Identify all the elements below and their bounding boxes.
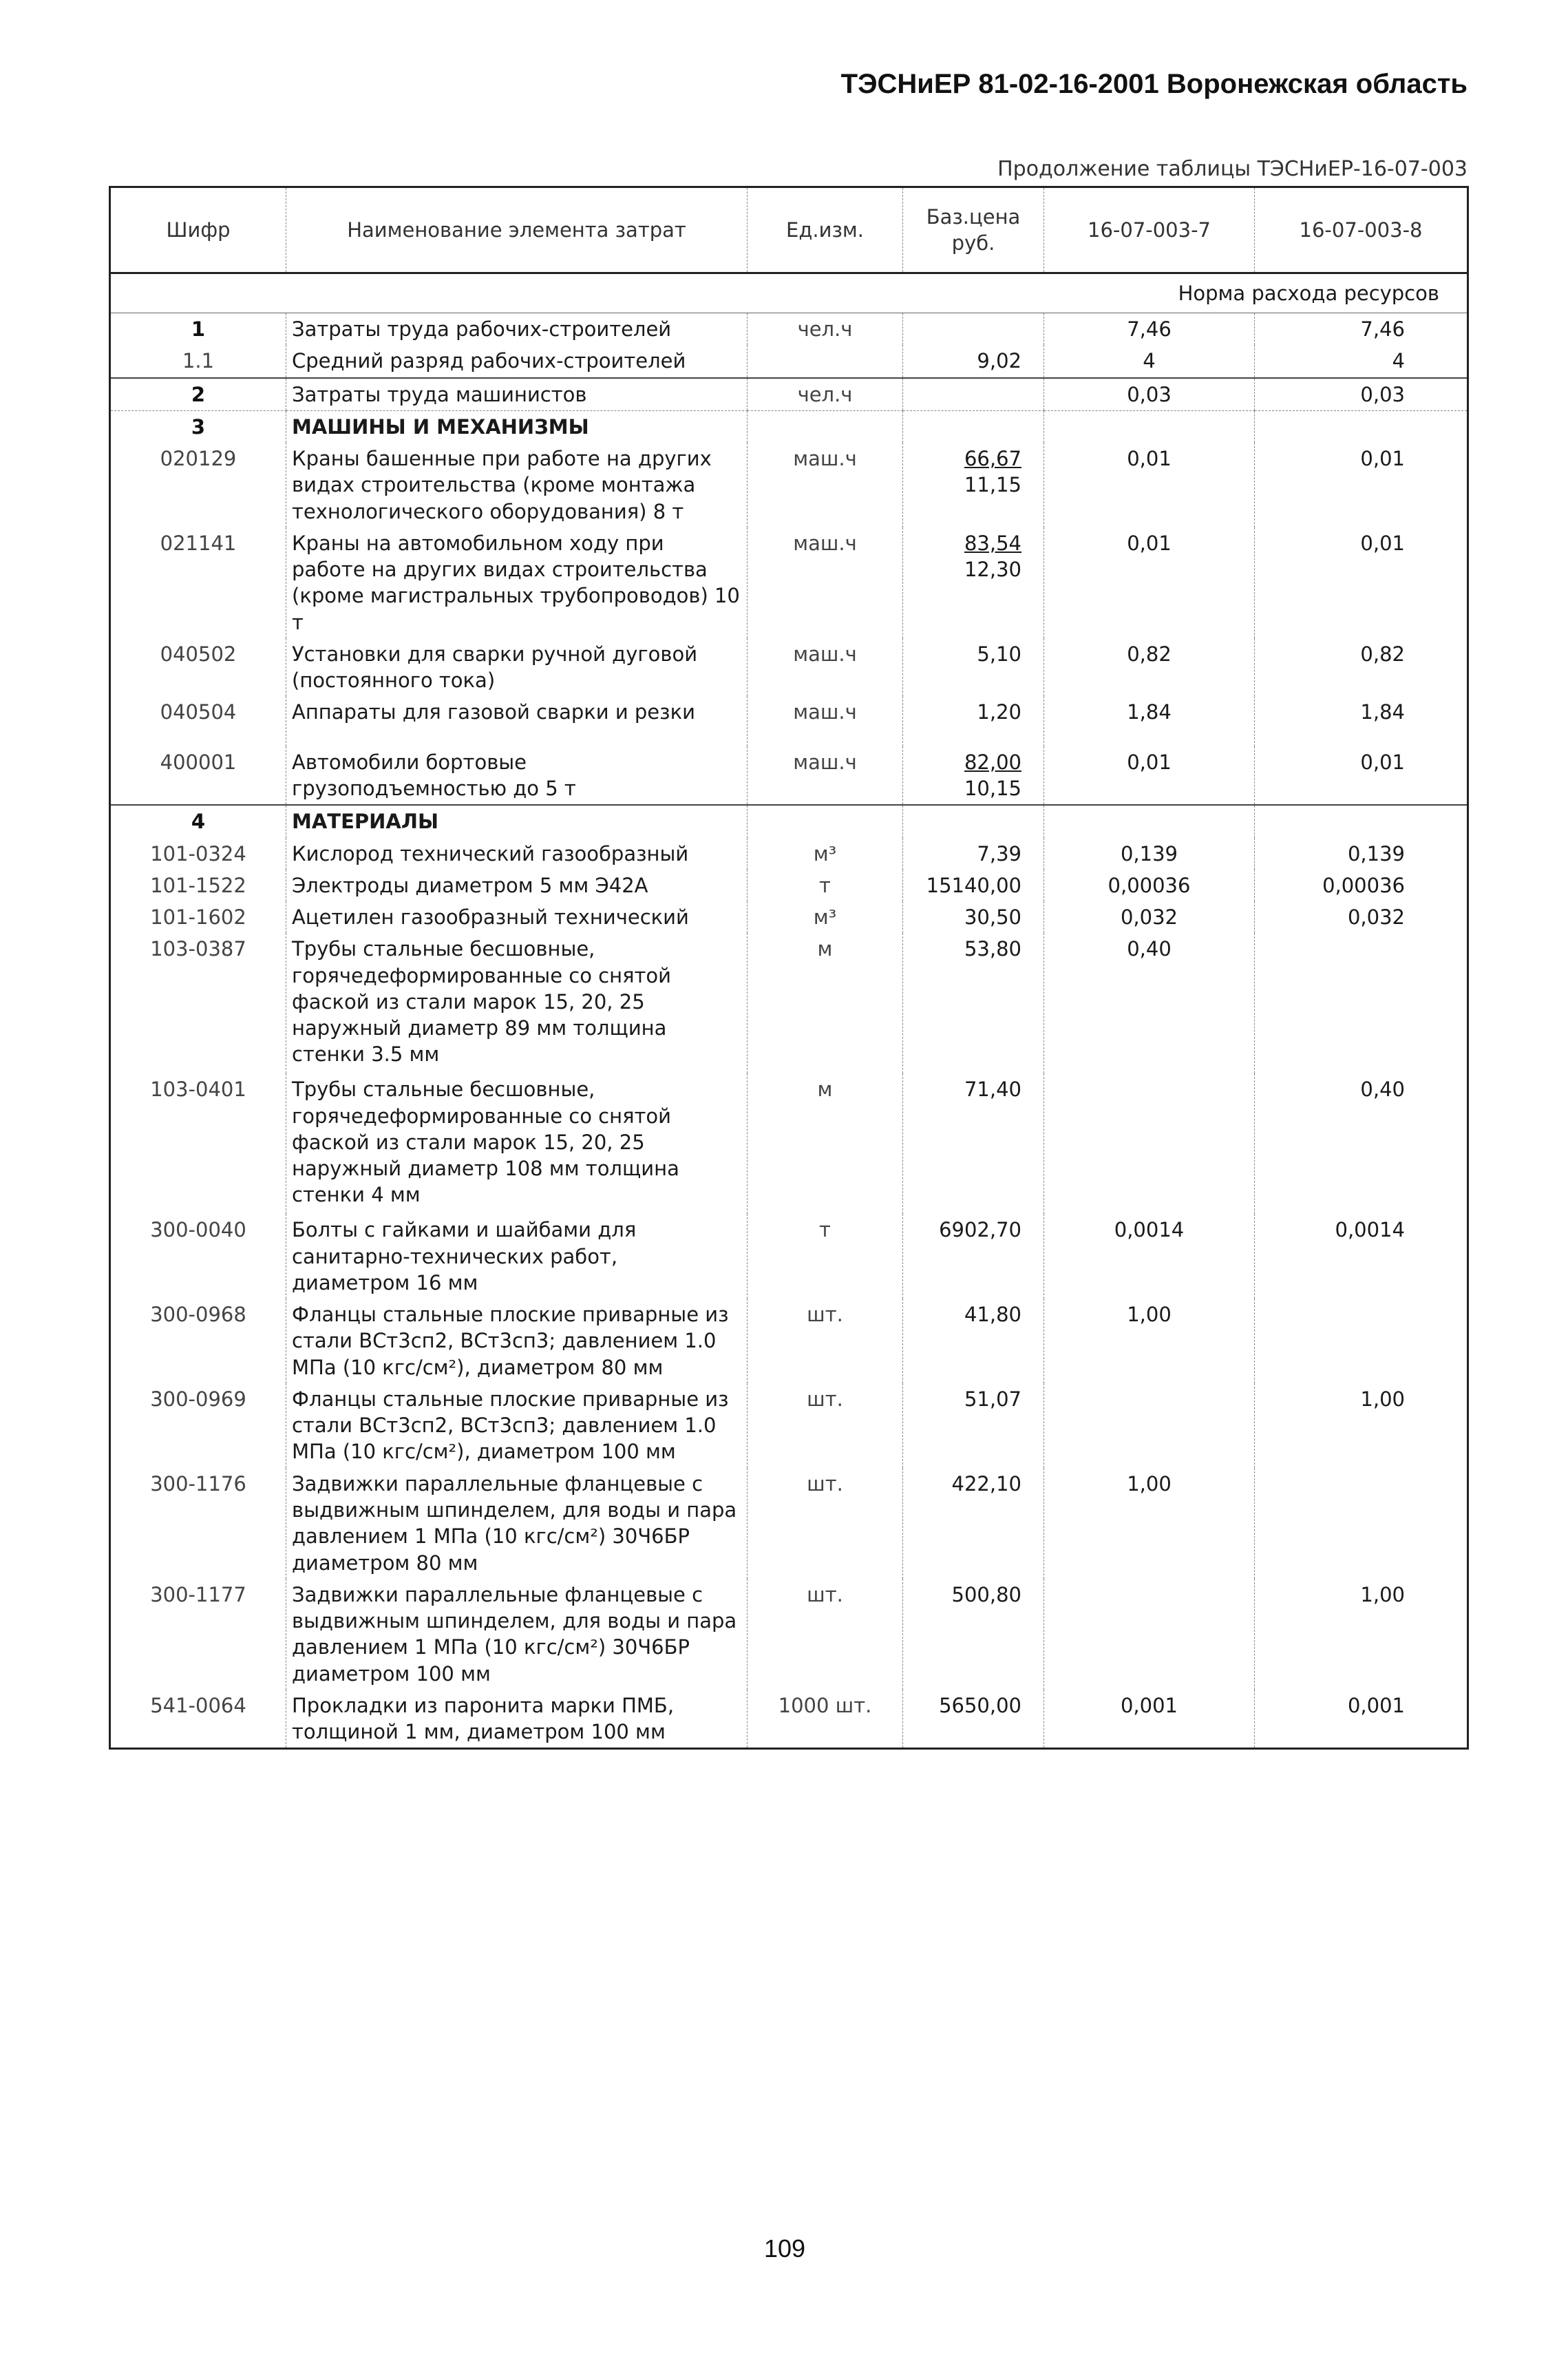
row-code: 021141 — [160, 531, 237, 555]
row-price-secondary: 10,15 — [964, 776, 1021, 800]
row-price — [903, 313, 1044, 346]
row-value-8: 0,01 — [1255, 443, 1468, 527]
row-name: Аппараты для газовой сварки и резки — [286, 696, 748, 746]
row-value-8: 0,001 — [1255, 1690, 1468, 1749]
document-header: ТЭСНиЕР 81-02-16-2001 Воронежская область — [840, 69, 1468, 99]
row-name: Прокладки из паронита марки ПМБ, толщиной 1 мм, диаметром 100 мм — [286, 1690, 748, 1749]
row-name: Электроды диаметром 5 мм Э42А — [286, 870, 748, 901]
row-unit: 1000 шт. — [748, 1690, 903, 1749]
row-value-7: 0,032 — [1044, 901, 1255, 933]
row-code: 101-1522 — [150, 873, 246, 897]
row-value-8: 0,139 — [1255, 838, 1468, 870]
row-unit: м³ — [748, 901, 903, 933]
row-name: Фланцы стальные плоские приварные из стали ВСт3сп2, ВСт3сп3; давлением 1.0 МПа (10 кгс/см²), диаметром 100 мм — [286, 1383, 748, 1468]
row-code: 101-0324 — [150, 841, 246, 865]
row-name: Краны на автомобильном ходу при работе на других видах строительства (кроме магистральных трубопроводов) 10 т — [286, 527, 748, 638]
header-col8: 16-07-003-8 — [1255, 187, 1468, 273]
table-row — [110, 746, 1468, 806]
row-price: 5,10 — [903, 638, 1044, 697]
row-price — [903, 443, 1044, 527]
row-value-8: 0,82 — [1255, 638, 1468, 697]
table-row — [110, 1468, 1468, 1579]
row-value-7: 1,00 — [1044, 1468, 1255, 1579]
row-price-main: 83,54 — [964, 531, 1021, 555]
row-unit: т — [748, 1214, 903, 1299]
row-price: 6902,70 — [903, 1214, 1044, 1299]
row-value-7: 0,40 — [1044, 933, 1255, 1073]
row-price-main: 82,00 — [964, 750, 1021, 774]
row-name: Ацетилен газообразный технический — [286, 901, 748, 933]
row-code: 1 — [191, 317, 206, 341]
table-row — [110, 1690, 1468, 1749]
row-value-8: 0,01 — [1255, 527, 1468, 638]
table-row — [110, 1383, 1468, 1468]
section-row — [110, 410, 1468, 443]
table-row — [110, 901, 1468, 933]
header-code: Шифр — [110, 187, 286, 273]
row-code: 103-0401 — [150, 1078, 246, 1102]
row-name: Краны башенные при работе на других видах строительства (кроме монтажа технологического оборудования) 8 т — [286, 443, 748, 527]
table-row — [110, 1073, 1468, 1214]
row-price: 15140,00 — [903, 870, 1044, 901]
table-row — [110, 313, 1468, 346]
section-row — [110, 805, 1468, 837]
row-code: 020129 — [160, 447, 237, 471]
header-price: Баз.цена руб. — [903, 187, 1044, 273]
row-value-8: 4 — [1255, 345, 1468, 377]
row-unit: т — [748, 870, 903, 901]
row-price-secondary: 11,15 — [964, 473, 1021, 497]
table-row — [110, 1299, 1468, 1383]
section-title: МАТЕРИАЛЫ — [286, 805, 748, 837]
row-value-8 — [1255, 933, 1468, 1073]
table-row — [110, 1579, 1468, 1690]
row-value-8 — [1255, 1468, 1468, 1579]
table-row — [110, 838, 1468, 870]
row-value-8: 0,00036 — [1255, 870, 1468, 901]
row-value-7: 1,84 — [1044, 696, 1255, 746]
row-unit: маш.ч — [748, 696, 903, 746]
row-price — [903, 746, 1044, 806]
row-name: Трубы стальные бесшовные, горячедеформированные со снятой фаской из стали марок 15, 20, 25 наружный диаметр 89 мм толщина стенки 3.5 мм — [286, 933, 748, 1073]
row-value-8: 1,00 — [1255, 1383, 1468, 1468]
row-value-8: 0,032 — [1255, 901, 1468, 933]
row-code: 040504 — [160, 700, 237, 724]
table-row — [110, 1214, 1468, 1299]
row-value-7: 0,01 — [1044, 746, 1255, 806]
row-value-7: 0,001 — [1044, 1690, 1255, 1749]
row-code: 2 — [110, 378, 286, 411]
row-value-7: 0,82 — [1044, 638, 1255, 697]
row-price — [903, 378, 1044, 411]
row-price — [903, 527, 1044, 638]
norma-label: Норма расхода ресурсов — [110, 273, 1468, 313]
row-unit — [748, 345, 903, 377]
table-row — [110, 378, 1468, 411]
row-code: 1.1 — [110, 345, 286, 377]
row-price: 71,40 — [903, 1073, 1044, 1214]
row-value-7: 0,01 — [1044, 527, 1255, 638]
row-value-7: 1,00 — [1044, 1299, 1255, 1383]
row-value-8: 0,40 — [1255, 1073, 1468, 1214]
row-price: 7,39 — [903, 838, 1044, 870]
row-price-main: 66,67 — [964, 447, 1021, 471]
row-value-7: 0,01 — [1044, 443, 1255, 527]
row-unit: чел.ч — [748, 378, 903, 411]
table-row — [110, 527, 1468, 638]
row-value-8: 7,46 — [1255, 313, 1468, 346]
row-unit: шт. — [748, 1468, 903, 1579]
row-unit: шт. — [748, 1383, 903, 1468]
row-name: Фланцы стальные плоские приварные из стали ВСт3сп2, ВСт3сп3; давлением 1.0 МПа (10 кгс/см²), диаметром 80 мм — [286, 1299, 748, 1383]
row-code: 101-1602 — [150, 905, 246, 930]
row-price: 500,80 — [903, 1579, 1044, 1690]
row-code: 103-0387 — [150, 937, 246, 961]
row-name: Болты с гайками и шайбами для санитарно-технических работ, диаметром 16 мм — [286, 1214, 748, 1299]
row-value-7 — [1044, 1579, 1255, 1690]
row-value-8: 0,03 — [1255, 378, 1468, 411]
header-col7: 16-07-003-7 — [1044, 187, 1255, 273]
table-row — [110, 696, 1468, 746]
row-value-8: 1,84 — [1255, 696, 1468, 746]
row-price: 9,02 — [903, 345, 1044, 377]
row-value-7: 7,46 — [1044, 313, 1255, 346]
row-name: Задвижки параллельные фланцевые с выдвижным шпинделем, для воды и пара давлением 1 МПа (10 кгс/см²) 30Ч6БР диаметром 80 мм — [286, 1468, 748, 1579]
table-row — [110, 443, 1468, 527]
table-row — [110, 345, 1468, 377]
row-name: Трубы стальные бесшовные, горячедеформированные со снятой фаской из стали марок 15, 20, 25 наружный диаметр 108 мм толщина стенки 4 мм — [286, 1073, 748, 1214]
row-value-7: 0,139 — [1044, 838, 1255, 870]
section-title: МАШИНЫ И МЕХАНИЗМЫ — [286, 410, 748, 443]
row-value-8 — [1255, 1299, 1468, 1383]
row-unit: маш.ч — [748, 443, 903, 527]
row-value-8: 0,01 — [1255, 746, 1468, 806]
row-value-7 — [1044, 1073, 1255, 1214]
row-unit: шт. — [748, 1299, 903, 1383]
row-price-secondary: 12,30 — [964, 558, 1021, 582]
row-unit: маш.ч — [748, 527, 903, 638]
row-code: 541-0064 — [150, 1693, 246, 1717]
row-price: 51,07 — [903, 1383, 1044, 1468]
page-number: 109 — [763, 2234, 806, 2263]
table-header-row — [110, 187, 1468, 273]
row-name: Автомобили бортовые грузоподъемностью до 5 т — [286, 746, 748, 806]
row-price: 30,50 — [903, 901, 1044, 933]
row-name: Задвижки параллельные фланцевые с выдвижным шпинделем, для воды и пара давлением 1 МПа (10 кгс/см²) 30Ч6БР диаметром 100 мм — [286, 1579, 748, 1690]
row-price: 1,20 — [903, 696, 1044, 746]
row-unit: чел.ч — [748, 313, 903, 346]
row-value-7 — [1044, 1383, 1255, 1468]
row-code: 300-1176 — [150, 1471, 246, 1496]
section-code: 3 — [191, 415, 206, 439]
row-price: 53,80 — [903, 933, 1044, 1073]
row-code: 040502 — [160, 642, 237, 666]
row-unit: м — [748, 933, 903, 1073]
row-value-7: 4 — [1044, 345, 1255, 377]
row-unit: маш.ч — [748, 746, 903, 806]
section-code: 4 — [191, 810, 206, 834]
row-name: Затраты труда машинистов — [286, 378, 748, 411]
row-name: Кислород технический газообразный — [286, 838, 748, 870]
row-name: Установки для сварки ручной дуговой (постоянного тока) — [286, 638, 748, 697]
table-row — [110, 870, 1468, 901]
row-unit: шт. — [748, 1579, 903, 1690]
row-price: 41,80 — [903, 1299, 1044, 1383]
row-unit: м³ — [748, 838, 903, 870]
row-name: Средний разряд рабочих-строителей — [286, 345, 748, 377]
row-code: 300-1177 — [150, 1582, 246, 1606]
header-name: Наименование элемента затрат — [286, 187, 748, 273]
row-price: 422,10 — [903, 1468, 1044, 1579]
resource-table — [109, 186, 1469, 1750]
header-unit: Ед.изм. — [748, 187, 903, 273]
norma-row — [110, 273, 1468, 313]
row-value-7: 0,00036 — [1044, 870, 1255, 901]
row-value-8: 0,0014 — [1255, 1214, 1468, 1299]
row-value-8: 1,00 — [1255, 1579, 1468, 1690]
table-caption: Продолжение таблицы ТЭСНиЕР-16-07-003 — [997, 157, 1468, 181]
table-row — [110, 933, 1468, 1073]
row-code: 300-0040 — [150, 1218, 246, 1242]
row-code: 300-0969 — [150, 1387, 246, 1411]
row-unit: маш.ч — [748, 638, 903, 697]
row-unit: м — [748, 1073, 903, 1214]
row-value-7: 0,0014 — [1044, 1214, 1255, 1299]
row-name: Затраты труда рабочих-строителей — [286, 313, 748, 346]
row-price: 5650,00 — [903, 1690, 1044, 1749]
table-row — [110, 638, 1468, 697]
row-code: 300-0968 — [150, 1303, 246, 1327]
row-value-7: 0,03 — [1044, 378, 1255, 411]
row-code: 400001 — [110, 746, 286, 806]
